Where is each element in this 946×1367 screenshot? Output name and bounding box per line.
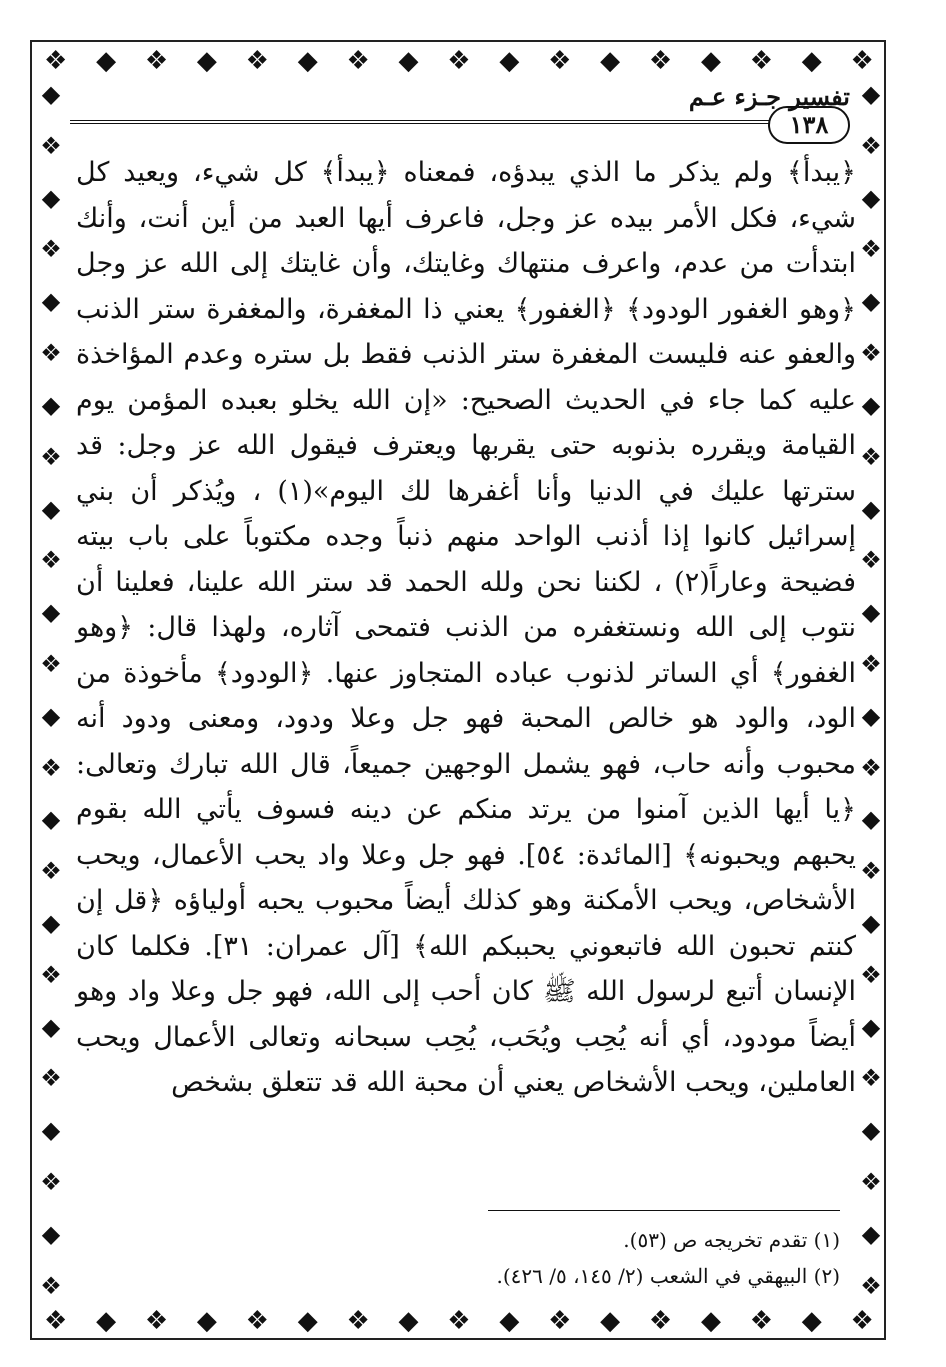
ornament-icon: ❖ <box>40 442 62 471</box>
ornament-icon: ❖ <box>850 1306 874 1336</box>
ornament-icon: ❖ <box>860 753 882 782</box>
ornament-icon: ❖ <box>860 1064 882 1093</box>
ornament-icon: ❖ <box>346 1306 370 1336</box>
ornament-icon: ◆ <box>398 46 419 76</box>
ornament-icon: ❖ <box>40 1271 62 1300</box>
ornament-icon: ◆ <box>861 1219 881 1248</box>
ornament-icon: ◆ <box>499 1306 520 1336</box>
ornament-icon: ◆ <box>41 805 61 834</box>
ornament-icon: ❖ <box>40 857 62 886</box>
body-text <box>76 150 856 1106</box>
ornament-icon: ◆ <box>41 183 61 212</box>
ornament-icon: ❖ <box>548 1306 572 1336</box>
ornament-icon: ◆ <box>41 390 61 419</box>
ornament-icon: ◆ <box>41 80 61 108</box>
footnote-2: (٢) البيهقي في الشعب (٢/ ١٤٥، ٥/ ٤٢٦). <box>496 1264 840 1288</box>
ornament-icon: ◆ <box>499 46 520 76</box>
ornament-icon: ◆ <box>861 805 881 834</box>
ornament-icon: ❖ <box>447 1306 471 1336</box>
ornament-icon: ❖ <box>860 1271 882 1300</box>
footnotes <box>300 1222 840 1294</box>
ornament-icon: ❖ <box>40 960 62 989</box>
ornament-icon: ❖ <box>860 1168 882 1197</box>
ornament-icon: ◆ <box>861 390 881 419</box>
footnote-separator <box>488 1210 840 1211</box>
ornament-icon: ◆ <box>398 1306 419 1336</box>
ornament-icon: ◆ <box>801 46 822 76</box>
ornament-icon: ❖ <box>860 131 882 160</box>
footnote-1: (١) تقدم تخريجه ص (٥٣). <box>623 1228 840 1252</box>
ornament-icon: ◆ <box>861 494 881 523</box>
ornament-icon: ◆ <box>41 909 61 937</box>
ornament-icon: ❖ <box>40 1064 62 1093</box>
ornament-icon: ❖ <box>860 960 882 989</box>
page-header <box>70 82 850 142</box>
ornament-icon: ❖ <box>40 753 62 782</box>
ornament-icon: ❖ <box>749 1306 773 1336</box>
ornament-icon: ❖ <box>860 442 882 471</box>
ornament-icon: ❖ <box>40 131 62 160</box>
ornament-icon: ◆ <box>41 287 61 316</box>
ornament-icon: ◆ <box>41 1012 61 1041</box>
ornament-icon: ❖ <box>860 546 882 575</box>
ornament-icon: ❖ <box>648 1306 673 1336</box>
ornament-icon: ◆ <box>41 1116 61 1145</box>
ornament-icon: ❖ <box>648 46 673 76</box>
running-title: تفسير جـزء عـم <box>688 82 850 111</box>
ornament-icon: ◆ <box>861 598 881 627</box>
page-number: ١٣٨ <box>768 106 850 144</box>
ornament-icon: ❖ <box>144 1306 169 1336</box>
top-ornament-border <box>44 46 874 76</box>
ornament-icon: ◆ <box>861 909 881 937</box>
right-ornament-border <box>856 80 886 1300</box>
ornament-icon: ◆ <box>861 701 881 730</box>
ornament-icon: ❖ <box>850 46 874 76</box>
ornament-icon: ❖ <box>40 339 62 368</box>
ornament-icon: ◆ <box>861 1116 881 1145</box>
ornament-icon: ◆ <box>801 1306 822 1336</box>
ornament-icon: ❖ <box>860 339 882 368</box>
left-ornament-border <box>36 80 66 1300</box>
ornament-icon: ❖ <box>40 1168 62 1197</box>
ornament-icon: ◆ <box>41 598 61 627</box>
ornament-icon: ◆ <box>41 701 61 730</box>
ornament-icon: ◆ <box>196 46 217 76</box>
ornament-icon: ◆ <box>700 1306 721 1336</box>
ornament-icon: ❖ <box>245 46 269 76</box>
header-rule <box>70 120 770 124</box>
ornament-icon: ❖ <box>860 235 882 264</box>
ornament-icon: ◆ <box>861 1012 881 1041</box>
ornament-icon: ◆ <box>861 183 881 212</box>
ornament-icon: ◆ <box>600 46 621 76</box>
ornament-icon: ❖ <box>447 46 471 76</box>
ornament-icon: ❖ <box>346 46 370 76</box>
ornament-icon: ◆ <box>41 1219 61 1248</box>
ornament-icon: ◆ <box>41 494 61 523</box>
ornament-icon: ❖ <box>245 1306 269 1336</box>
ornament-icon: ❖ <box>40 546 62 575</box>
ornament-icon: ❖ <box>749 46 773 76</box>
ornament-icon: ❖ <box>860 857 882 886</box>
ornament-icon: ◆ <box>861 80 881 108</box>
ornament-icon: ❖ <box>40 235 62 264</box>
ornament-icon: ◆ <box>861 287 881 316</box>
ornament-icon: ◆ <box>600 1306 621 1336</box>
ornament-icon: ❖ <box>44 1306 68 1336</box>
ornament-icon: ❖ <box>44 46 68 76</box>
ornament-icon: ◆ <box>297 1306 318 1336</box>
ornament-icon: ◆ <box>700 46 721 76</box>
ornament-icon: ❖ <box>144 46 169 76</box>
ornament-icon: ◆ <box>96 46 117 76</box>
ornament-icon: ◆ <box>96 1306 117 1336</box>
ornament-icon: ❖ <box>40 649 62 678</box>
bottom-ornament-border <box>44 1306 874 1336</box>
body-paragraph: ﴿يبدأ﴾ ولم يذكر ما الذي يبدؤه، فمعناه ﴿يبدأ﴾ كل شيء، ويعيد كل شيء، فكل الأمر بيده عز وجل، فاعرف أيها العبد من أين أنت، وأنك ابتدأت من عدم، واعرف منتهاك وغايتك، وأن غايتك إلى الله عز وجل ﴿وهو الغفور الودود﴾ ﴿الغفور﴾ يعني ذا المغفرة، والمغفرة ستر الذنب والعفو عنه فليست المغفرة ستر الذنب فقط بل ستره وعدم المؤاخذة عليه كما جاء في الحديث الصحيح: «إن الله يخلو بعبده المؤمن يوم القيامة ويقرره بذنوبه حتى يقربها ويعترف فيقول الله عز وجل: قد سترتها عليك في الدنيا وأنا أغفرها لك اليوم»(١) ، ويُذكر أن بني إسرائيل كانوا إذا أذنب الواحد منهم ذنباً وجده مكتوباً على باب بيته فضيحة وعاراً(٢) ، لكننا نحن ولله الحمد قد ستر الله علينا، فعلينا أن نتوب إلى الله ونستغفره من الذنب فتمحى آثاره، ولهذا قال: ﴿وهو الغفور﴾ أي الساتر لذنوب عباده المتجاوز عنها. ﴿الودود﴾ مأخوذة من الود، والود هو خالص المحبة فهو جل وعلا ودود، ومعنى ودود أنه محبوب وأنه حاب، فهو يشمل الوجهين جميعاً، قال الله تبارك وتعالى: ﴿يا أيها الذين آمنوا من يرتد منكم عن دينه فسوف يأتي الله بقوم يحبهم ويحبونه﴾ [المائدة: ٥٤]. فهو جل وعلا واد يحب الأعمال، ويحب الأشخاص، ويحب الأمكنة وهو كذلك أيضاً محبوب يحبه أولياؤه ﴿قل إن كنتم تحبون الله فاتبعوني يحببكم الله﴾ [آل عمران: ٣١]. فكلما كان الإنسان أتبع لرسول الله ﷺ كان أحب إلى الله، فهو جل وعلا واد وهو أيضاً مودود، أي أنه يُحِب ويُحَب، يُحِب سبحانه وتعالى الأعمال ويحب العاملين، ويحب الأشخاص يعني أن محبة الله قد تتعلق بشخص <box>76 157 857 1098</box>
ornament-icon: ◆ <box>196 1306 217 1336</box>
ornament-icon: ❖ <box>548 46 572 76</box>
ornament-icon: ❖ <box>860 649 882 678</box>
ornament-icon: ◆ <box>297 46 318 76</box>
